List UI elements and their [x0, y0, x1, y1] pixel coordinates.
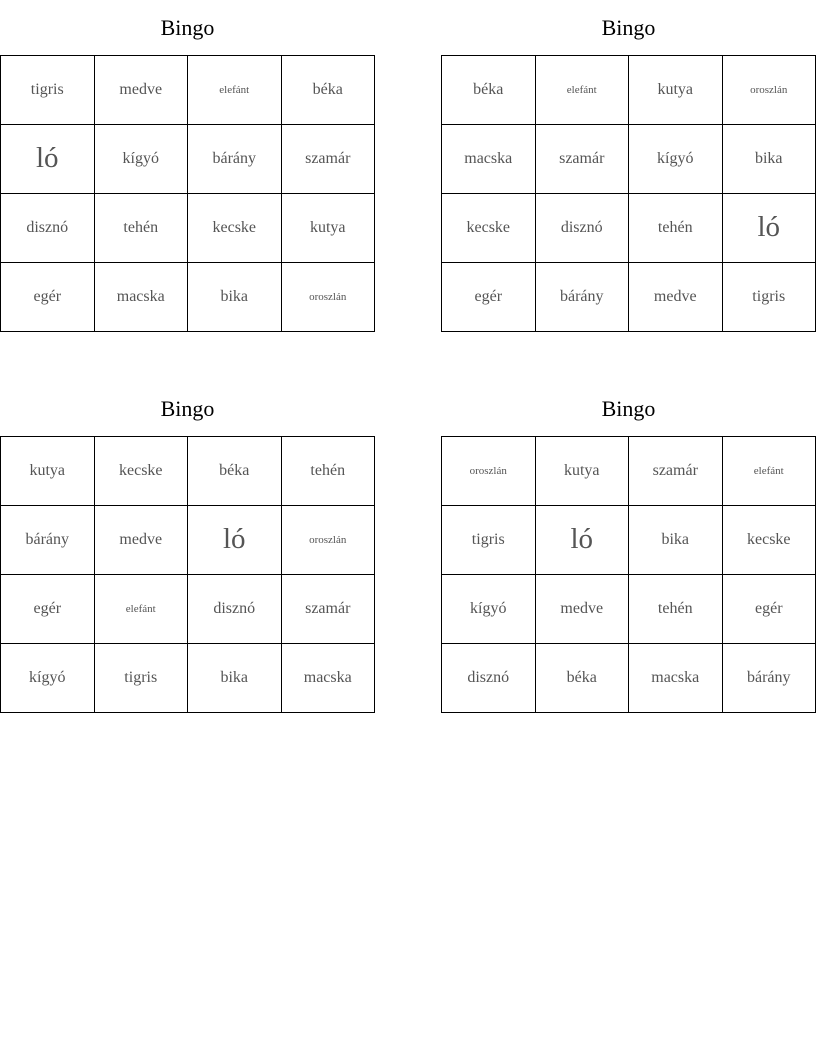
grid-cell: kecske	[94, 437, 188, 506]
grid-cell: szamár	[281, 575, 375, 644]
grid-cell: kecske	[442, 194, 536, 263]
grid-cell: kutya	[535, 437, 629, 506]
grid-row	[442, 125, 816, 194]
grid-cell: béka	[535, 644, 629, 713]
card-title: Bingo	[160, 15, 215, 40]
grid-cell: medve	[629, 263, 723, 332]
grid-cell: ló	[1, 125, 95, 194]
card-title: Bingo	[160, 396, 215, 421]
grid-cell: elefánt	[94, 575, 188, 644]
bingo-card	[0, 12, 375, 332]
grid-cell: tehén	[629, 194, 723, 263]
bingo-card	[0, 393, 375, 713]
grid-cell: macska	[94, 263, 188, 332]
grid-cell: bika	[188, 644, 282, 713]
grid-row	[442, 194, 816, 263]
grid-row	[1, 125, 375, 194]
grid-row	[1, 506, 375, 575]
grid-row	[1, 263, 375, 332]
bingo-grid	[0, 55, 375, 332]
grid-cell: bika	[629, 506, 723, 575]
grid-cell: kecske	[722, 506, 816, 575]
grid-row	[442, 437, 816, 506]
grid-cell: oroszlán	[281, 506, 375, 575]
grid-cell: macska	[281, 644, 375, 713]
card-title: Bingo	[601, 15, 656, 40]
grid-cell: tehén	[629, 575, 723, 644]
grid-cell: oroszlán	[722, 56, 816, 125]
grid-cell: béka	[188, 437, 282, 506]
grid-cell: tigris	[1, 56, 95, 125]
grid-row	[1, 437, 375, 506]
grid-cell: kutya	[629, 56, 723, 125]
grid-cell: disznó	[535, 194, 629, 263]
grid-cell: elefánt	[722, 437, 816, 506]
grid-row	[1, 56, 375, 125]
grid-cell: kígyó	[94, 125, 188, 194]
grid-cell: disznó	[188, 575, 282, 644]
grid-row	[1, 194, 375, 263]
grid-cell: elefánt	[188, 56, 282, 125]
grid-cell: bárány	[188, 125, 282, 194]
grid-cell: ló	[535, 506, 629, 575]
bingo-grid	[441, 436, 816, 713]
grid-cell: szamár	[535, 125, 629, 194]
grid-cell: kígyó	[442, 575, 536, 644]
bingo-grid	[441, 55, 816, 332]
grid-cell: oroszlán	[281, 263, 375, 332]
grid-cell: ló	[722, 194, 816, 263]
grid-cell: egér	[1, 263, 95, 332]
grid-cell: disznó	[442, 644, 536, 713]
grid-row	[442, 575, 816, 644]
grid-cell: kutya	[1, 437, 95, 506]
grid-cell: szamár	[281, 125, 375, 194]
grid-cell: macska	[629, 644, 723, 713]
grid-cell: bárány	[722, 644, 816, 713]
grid-cell: oroszlán	[442, 437, 536, 506]
grid-cell: bika	[188, 263, 282, 332]
grid-cell: elefánt	[535, 56, 629, 125]
grid-row	[442, 56, 816, 125]
grid-cell: medve	[94, 56, 188, 125]
grid-cell: macska	[442, 125, 536, 194]
grid-cell: béka	[281, 56, 375, 125]
grid-cell: tehén	[281, 437, 375, 506]
bingo-card	[441, 12, 816, 332]
grid-cell: disznó	[1, 194, 95, 263]
grid-cell: kígyó	[1, 644, 95, 713]
grid-cell: bárány	[535, 263, 629, 332]
grid-cell: kecske	[188, 194, 282, 263]
bingo-grid	[0, 436, 375, 713]
grid-cell: egér	[442, 263, 536, 332]
bingo-card	[441, 393, 816, 713]
grid-cell: ló	[188, 506, 282, 575]
grid-row	[442, 644, 816, 713]
grid-cell: kígyó	[629, 125, 723, 194]
grid-cell: béka	[442, 56, 536, 125]
grid-cell: kutya	[281, 194, 375, 263]
grid-cell: medve	[535, 575, 629, 644]
grid-row	[442, 263, 816, 332]
grid-cell: bika	[722, 125, 816, 194]
grid-cell: tehén	[94, 194, 188, 263]
grid-cell: tigris	[94, 644, 188, 713]
grid-cell: medve	[94, 506, 188, 575]
card-title: Bingo	[601, 396, 656, 421]
grid-cell: tigris	[722, 263, 816, 332]
grid-cell: egér	[722, 575, 816, 644]
grid-row	[1, 644, 375, 713]
grid-cell: tigris	[442, 506, 536, 575]
grid-cell: egér	[1, 575, 95, 644]
grid-row	[1, 575, 375, 644]
grid-cell: bárány	[1, 506, 95, 575]
grid-row	[442, 506, 816, 575]
grid-cell: szamár	[629, 437, 723, 506]
